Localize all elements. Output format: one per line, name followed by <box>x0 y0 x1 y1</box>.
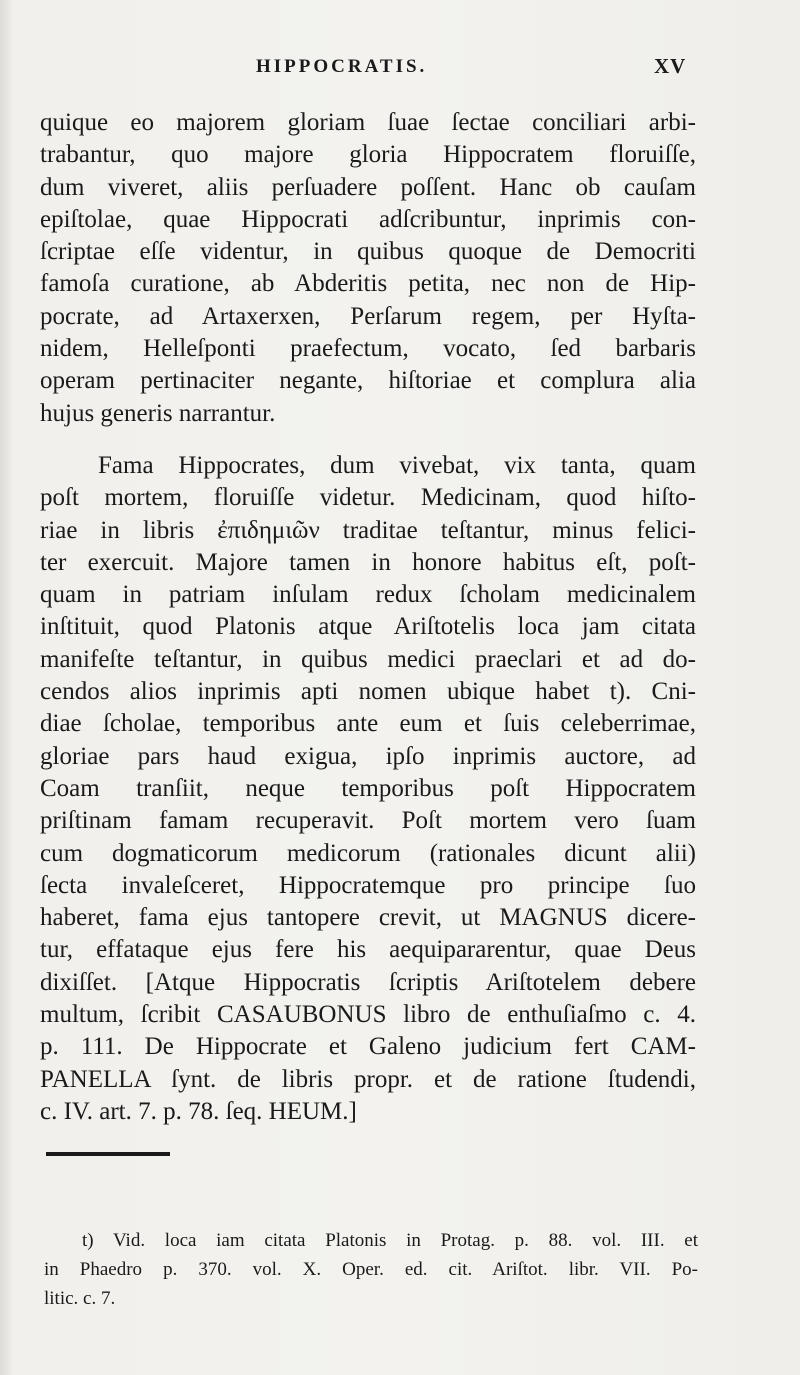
text-line: gloriae pars haud exigua, ipſo inprimis auctore, ad <box>40 742 696 770</box>
text-line: inſtituit, quod Platonis atque Ariſtotelis loca jam citata <box>40 613 696 641</box>
text-line: cum dogmaticorum medicorum (rationales dicunt alii) <box>40 839 696 867</box>
text-line: haberet, fama ejus tantopere crevit, ut MAGNUS dicere- <box>40 904 696 932</box>
text-line: quique eo majorem gloriam ſuae ſectae conciliari arbi- <box>40 109 696 136</box>
text-line: dixiſſet. [Atque Hippocratis ſcriptis Ariſtotelem debere <box>40 968 696 996</box>
text-line: epiſtolae, quae Hippocrati adſcribuntur, inprimis con- <box>40 205 696 233</box>
text-line: pocrate, ad Artaxerxen, Perſarum regem, per Hyſta- <box>40 302 696 330</box>
paragraph-2 <box>40 450 696 1128</box>
text-line: PANELLA ſynt. de libris propr. et de ratione ſtudendi, <box>40 1065 696 1093</box>
text-line: Coam tranſiit, neque temporibus poſt Hippocratem <box>40 774 696 802</box>
text-line: ter exercuit. Majore tamen in honore habitus eſt, poſt- <box>40 548 696 576</box>
text-line: dum viveret, aliis perſuadere poſſent. Hanc ob cauſam <box>40 173 696 201</box>
text-line: manifeſte teſtantur, in quibus medici praeclari et ad do- <box>40 645 696 673</box>
footnote-line: t) Vid. loca iam citata Platonis in Protag. p. 88. vol. III. et <box>82 1230 698 1251</box>
paragraph-1 <box>40 107 696 430</box>
text-line: p. 111. De Hippocrate et Galeno judicium fert CAM- <box>40 1033 696 1061</box>
text-line: operam pertinaciter negante, hiſtoriae et complura alia <box>40 367 696 395</box>
text-line: ſcriptae eſſe videntur, in quibus quoque de Democriti <box>40 238 696 266</box>
page-number: XV <box>654 54 687 78</box>
text-line: diae ſcholae, temporibus ante eum et ſuis celeberrimae, <box>40 710 696 738</box>
text-line: cendos alios inprimis apti nomen ubique habet t). Cni- <box>40 678 696 706</box>
running-head <box>0 52 800 82</box>
body-text <box>40 107 696 1128</box>
text-line: trabantur, quo majore gloria Hippocratem floruiſſe, <box>40 141 696 169</box>
text-line: famoſa curatione, ab Abderitis petita, nec non de Hip- <box>40 270 696 298</box>
text-line: riae in libris ἐπιδημιῶν traditae teſtantur, minus felici- <box>40 516 696 544</box>
text-line: priſtinam famam recuperavit. Poſt mortem vero ſuam <box>40 807 696 835</box>
text-line: hujus generis narrantur. <box>40 399 276 427</box>
footnote-line: in Phaedro p. 370. vol. X. Oper. ed. cit. Ariſtot. libr. VII. Po- <box>44 1259 698 1280</box>
text-line: quam in patriam inſulam redux ſcholam medicinalem <box>40 581 696 609</box>
footnote-line: litic. c. 7. <box>44 1288 116 1309</box>
text-line: nidem, Helleſponti praefectum, vocato, ſed barbaris <box>40 335 696 363</box>
text-line: c. IV. art. 7. p. 78. ſeq. HEUM.] <box>40 1097 357 1125</box>
text-line: multum, ſcribit CASAUBONUS libro de enthuſiaſmo c. 4. <box>40 1001 696 1029</box>
running-title: HIPPOCRATIS. <box>256 56 428 77</box>
text-line: poſt mortem, floruiſſe videtur. Medicinam, quod hiſto- <box>40 484 696 512</box>
text-line: tur, effataque ejus fere his aequipararentur, quae Deus <box>40 936 696 964</box>
text-line: ſecta invaleſceret, Hippocratemque pro principe ſuo <box>40 871 696 899</box>
footnote-rule <box>46 1152 170 1156</box>
text-line: Fama Hippocrates, dum vivebat, vix tanta, quam <box>98 451 696 479</box>
footnote <box>44 1226 698 1313</box>
